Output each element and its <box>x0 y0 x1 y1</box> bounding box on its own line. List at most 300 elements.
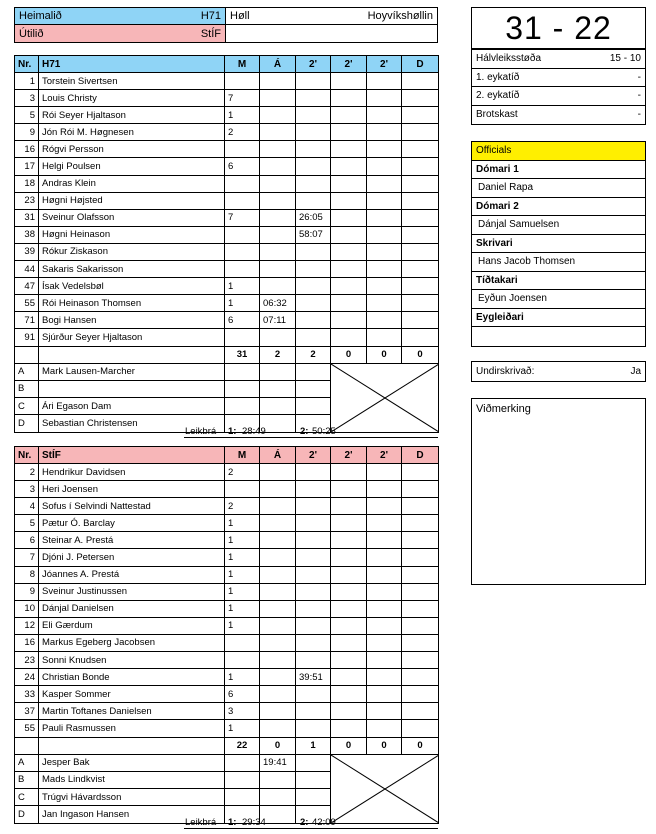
away-roster-table <box>14 446 439 824</box>
player-number: 1 <box>15 73 39 90</box>
col-disqualification-header: D <box>402 447 439 464</box>
player-name: Sonni Knudsen <box>39 652 225 669</box>
player-disqualification <box>402 141 439 158</box>
player-row <box>15 549 439 566</box>
timeout-1-label: 1: <box>228 817 237 828</box>
player-suspension-3 <box>367 73 402 90</box>
player-row <box>15 464 439 481</box>
player-disqualification <box>402 515 439 532</box>
player-suspension-2 <box>331 175 367 192</box>
player-number: 3 <box>15 90 39 107</box>
player-warning <box>260 124 296 141</box>
col-warning-header: Á <box>260 447 296 464</box>
officials-title: Officials <box>472 142 645 161</box>
timeout-1-label: 1: <box>228 426 237 437</box>
player-suspension-3 <box>367 90 402 107</box>
summary-label: Hálvleiksstøða <box>476 53 542 65</box>
player-row <box>15 532 439 549</box>
total-t2: 0 <box>331 737 367 754</box>
staff-cross-box <box>331 363 439 432</box>
staff-suspension <box>296 789 331 806</box>
staff-suspension <box>296 398 331 415</box>
player-number: 47 <box>15 278 39 295</box>
player-number: 39 <box>15 243 39 260</box>
timeout-1-value: 29:34 <box>242 817 266 828</box>
player-suspension-3 <box>367 703 402 720</box>
player-suspension-3 <box>367 243 402 260</box>
player-row <box>15 107 439 124</box>
player-number: 71 <box>15 312 39 329</box>
summary-row <box>472 106 645 125</box>
player-suspension-2 <box>331 481 367 498</box>
timeout-2-value: 50:25 <box>312 426 336 437</box>
timeout-2-label: 2: <box>300 426 309 437</box>
player-suspension-2 <box>331 703 367 720</box>
player-warning <box>260 652 296 669</box>
player-number: 55 <box>15 295 39 312</box>
player-name: Sveinur Olafsson <box>39 209 225 226</box>
player-goals <box>225 652 260 669</box>
player-disqualification <box>402 481 439 498</box>
player-suspension-3 <box>367 566 402 583</box>
player-number: 24 <box>15 669 39 686</box>
player-goals: 1 <box>225 566 260 583</box>
player-row <box>15 498 439 515</box>
staff-goals-empty <box>225 363 260 380</box>
player-goals <box>225 73 260 90</box>
player-suspension-3 <box>367 295 402 312</box>
staff-suspension <box>296 363 331 380</box>
player-name: Dánjal Danielsen <box>39 600 225 617</box>
home-roster-table <box>14 55 439 433</box>
player-warning: 06:32 <box>260 295 296 312</box>
player-goals <box>225 243 260 260</box>
player-disqualification <box>402 124 439 141</box>
player-disqualification <box>402 669 439 686</box>
player-disqualification <box>402 498 439 515</box>
official-role: Dómari 1 <box>472 161 645 180</box>
summary-row <box>472 69 645 88</box>
player-row <box>15 652 439 669</box>
official-role: Skrivari <box>472 235 645 254</box>
player-suspension-3 <box>367 141 402 158</box>
player-name: Steinar A. Prestá <box>39 532 225 549</box>
player-row <box>15 209 439 226</box>
player-suspension-3 <box>367 600 402 617</box>
official-name <box>472 327 645 346</box>
player-name: Rógvi Persson <box>39 141 225 158</box>
player-warning: 07:11 <box>260 312 296 329</box>
totals-spacer <box>39 346 225 363</box>
player-number: 23 <box>15 192 39 209</box>
player-suspension-2 <box>331 583 367 600</box>
player-name: Høgni Højsted <box>39 192 225 209</box>
player-suspension-3 <box>367 464 402 481</box>
player-name: Pætur Ó. Barclay <box>39 515 225 532</box>
player-warning <box>260 617 296 634</box>
total-m: 31 <box>225 346 260 363</box>
player-goals: 1 <box>225 617 260 634</box>
player-suspension-1 <box>296 652 331 669</box>
player-suspension-1 <box>296 549 331 566</box>
player-goals: 2 <box>225 498 260 515</box>
player-row <box>15 617 439 634</box>
player-disqualification <box>402 600 439 617</box>
totals-spacer <box>39 737 225 754</box>
player-number: 16 <box>15 634 39 651</box>
staff-name: Mads Lindkvist <box>39 771 225 788</box>
player-suspension-2 <box>331 566 367 583</box>
staff-warning <box>260 398 296 415</box>
signature-value: Ja <box>630 365 641 377</box>
player-number: 10 <box>15 600 39 617</box>
player-goals: 1 <box>225 532 260 549</box>
player-suspension-1 <box>296 498 331 515</box>
player-suspension-3 <box>367 107 402 124</box>
staff-warning <box>260 789 296 806</box>
player-row <box>15 634 439 651</box>
player-suspension-1 <box>296 312 331 329</box>
player-row <box>15 261 439 278</box>
player-row <box>15 686 439 703</box>
player-goals: 3 <box>225 703 260 720</box>
player-suspension-3 <box>367 226 402 243</box>
player-goals <box>225 175 260 192</box>
player-goals <box>225 192 260 209</box>
summary-value: 15 - 10 <box>609 53 641 65</box>
summary-row <box>472 87 645 106</box>
staff-letter: A <box>15 363 39 380</box>
player-suspension-1 <box>296 464 331 481</box>
player-row <box>15 175 439 192</box>
player-suspension-1 <box>296 107 331 124</box>
player-row <box>15 90 439 107</box>
player-goals: 1 <box>225 515 260 532</box>
col-suspension-3-header: 2' <box>367 56 402 73</box>
player-name: Heri Joensen <box>39 481 225 498</box>
total-t1: 1 <box>296 737 331 754</box>
player-suspension-2 <box>331 669 367 686</box>
totals-spacer <box>15 737 39 754</box>
player-row <box>15 243 439 260</box>
staff-warning <box>260 363 296 380</box>
official-name: Hans Jacob Thomsen <box>472 253 645 272</box>
staff-cross-box <box>331 754 439 823</box>
player-name: Pauli Rasmussen <box>39 720 225 737</box>
player-warning <box>260 107 296 124</box>
player-suspension-2 <box>331 312 367 329</box>
player-number: 2 <box>15 464 39 481</box>
signature-box <box>471 361 646 382</box>
player-goals <box>225 634 260 651</box>
venue-cell <box>226 8 437 24</box>
player-suspension-2 <box>331 158 367 175</box>
player-row <box>15 515 439 532</box>
player-warning <box>260 158 296 175</box>
staff-letter: D <box>15 806 39 823</box>
player-warning <box>260 175 296 192</box>
player-number: 55 <box>15 720 39 737</box>
match-header <box>14 7 438 43</box>
player-disqualification <box>402 634 439 651</box>
staff-name <box>39 380 225 397</box>
player-suspension-1: 58:07 <box>296 226 331 243</box>
player-suspension-1 <box>296 243 331 260</box>
player-number: 5 <box>15 515 39 532</box>
player-suspension-1 <box>296 329 331 346</box>
summary-label: 1. eykatíð <box>476 71 520 83</box>
total-d: 0 <box>402 346 439 363</box>
player-number: 3 <box>15 481 39 498</box>
staff-goals-empty <box>225 789 260 806</box>
player-suspension-2 <box>331 278 367 295</box>
player-suspension-1 <box>296 720 331 737</box>
player-suspension-1 <box>296 532 331 549</box>
player-name: Christian Bonde <box>39 669 225 686</box>
staff-letter: B <box>15 771 39 788</box>
timeout-label: Leikbrá <box>185 817 217 828</box>
player-warning <box>260 515 296 532</box>
total-a: 2 <box>260 346 296 363</box>
player-row <box>15 703 439 720</box>
player-suspension-2 <box>331 498 367 515</box>
player-number: 7 <box>15 549 39 566</box>
player-suspension-3 <box>367 124 402 141</box>
player-row <box>15 158 439 175</box>
player-goals: 1 <box>225 669 260 686</box>
totals-row <box>15 737 439 754</box>
player-goals: 7 <box>225 90 260 107</box>
staff-goals-empty <box>225 771 260 788</box>
player-disqualification <box>402 243 439 260</box>
staff-letter: C <box>15 789 39 806</box>
player-name: Rókur Ziskason <box>39 243 225 260</box>
player-suspension-2 <box>331 464 367 481</box>
player-name: Jón Rói M. Høgnesen <box>39 124 225 141</box>
totals-row <box>15 346 439 363</box>
player-suspension-3 <box>367 617 402 634</box>
player-goals: 1 <box>225 720 260 737</box>
venue-value: Hoyvíkshøllin <box>367 10 433 22</box>
player-disqualification <box>402 226 439 243</box>
player-number: 33 <box>15 686 39 703</box>
staff-goals-empty <box>225 398 260 415</box>
player-number: 6 <box>15 532 39 549</box>
player-suspension-1 <box>296 686 331 703</box>
player-name: Høgni Heinason <box>39 226 225 243</box>
player-warning <box>260 226 296 243</box>
player-suspension-3 <box>367 669 402 686</box>
player-suspension-3 <box>367 549 402 566</box>
player-name: Andras Klein <box>39 175 225 192</box>
player-row <box>15 583 439 600</box>
player-goals: 6 <box>225 312 260 329</box>
staff-suspension <box>296 754 331 771</box>
player-disqualification <box>402 209 439 226</box>
player-warning <box>260 329 296 346</box>
player-suspension-2 <box>331 226 367 243</box>
player-suspension-2 <box>331 549 367 566</box>
player-suspension-3 <box>367 583 402 600</box>
official-name: Eyðun Joensen <box>472 290 645 309</box>
player-goals: 6 <box>225 158 260 175</box>
player-suspension-3 <box>367 481 402 498</box>
staff-name: Mark Lausen-Marcher <box>39 363 225 380</box>
player-row <box>15 329 439 346</box>
player-name: Djóni J. Petersen <box>39 549 225 566</box>
player-suspension-1 <box>296 703 331 720</box>
player-suspension-2 <box>331 141 367 158</box>
player-disqualification <box>402 686 439 703</box>
summary-label: 2. eykatíð <box>476 90 520 102</box>
player-suspension-2 <box>331 329 367 346</box>
player-warning <box>260 583 296 600</box>
player-disqualification <box>402 703 439 720</box>
remark-label: Viðmerking <box>476 403 531 415</box>
player-suspension-1 <box>296 295 331 312</box>
player-disqualification <box>402 90 439 107</box>
player-goals: 1 <box>225 278 260 295</box>
player-row <box>15 669 439 686</box>
total-t3: 0 <box>367 737 402 754</box>
player-row <box>15 226 439 243</box>
staff-warning <box>260 380 296 397</box>
timeout-1-value: 28:49 <box>242 426 266 437</box>
player-number: 5 <box>15 107 39 124</box>
player-goals <box>225 329 260 346</box>
player-suspension-3 <box>367 498 402 515</box>
officials-box <box>471 141 646 347</box>
player-number: 9 <box>15 583 39 600</box>
player-suspension-2 <box>331 73 367 90</box>
empty-header-cell <box>226 25 437 42</box>
staff-name: Sebastian Christensen <box>39 415 225 432</box>
player-row <box>15 600 439 617</box>
player-suspension-1 <box>296 600 331 617</box>
player-number: 91 <box>15 329 39 346</box>
home-label: Heimalið <box>19 10 62 22</box>
player-name: Jóannes A. Prestá <box>39 566 225 583</box>
player-suspension-3 <box>367 720 402 737</box>
player-suspension-1 <box>296 481 331 498</box>
player-disqualification <box>402 158 439 175</box>
player-suspension-2 <box>331 532 367 549</box>
official-role: Eygleiðari <box>472 309 645 328</box>
player-suspension-2 <box>331 720 367 737</box>
player-goals: 2 <box>225 124 260 141</box>
player-disqualification <box>402 295 439 312</box>
signature-label: Undirskrivað: <box>476 365 535 377</box>
staff-letter: C <box>15 398 39 415</box>
staff-letter: D <box>15 415 39 432</box>
player-disqualification <box>402 312 439 329</box>
player-name: Rói Heinason Thomsen <box>39 295 225 312</box>
player-suspension-3 <box>367 192 402 209</box>
home-timeouts <box>14 424 438 438</box>
player-warning <box>260 498 296 515</box>
player-name: Kasper Sommer <box>39 686 225 703</box>
col-nr-header: Nr. <box>15 447 39 464</box>
player-number: 16 <box>15 141 39 158</box>
player-suspension-1 <box>296 566 331 583</box>
player-suspension-2 <box>331 107 367 124</box>
venue-label: Høll <box>230 10 250 22</box>
player-warning <box>260 549 296 566</box>
player-name: Sakaris Sakarisson <box>39 261 225 278</box>
player-warning <box>260 669 296 686</box>
staff-name: Ári Egason Dam <box>39 398 225 415</box>
signature-row <box>472 362 645 381</box>
away-label: Útilið <box>19 27 44 40</box>
staff-suspension <box>296 771 331 788</box>
player-goals: 6 <box>225 686 260 703</box>
col-suspension-2-header: 2' <box>331 56 367 73</box>
player-goals: 1 <box>225 549 260 566</box>
player-row <box>15 481 439 498</box>
player-disqualification <box>402 583 439 600</box>
summary-row <box>472 50 645 69</box>
player-warning <box>260 243 296 260</box>
player-row <box>15 192 439 209</box>
player-goals <box>225 481 260 498</box>
final-score: 31 - 22 <box>471 7 646 49</box>
player-goals: 1 <box>225 600 260 617</box>
player-suspension-1 <box>296 124 331 141</box>
player-suspension-1 <box>296 158 331 175</box>
player-disqualification <box>402 549 439 566</box>
player-name: Sofus í Selvindi Nattestad <box>39 498 225 515</box>
totals-spacer <box>15 346 39 363</box>
summary-value: - <box>637 71 641 83</box>
col-warning-header: Á <box>260 56 296 73</box>
player-suspension-1: 26:05 <box>296 209 331 226</box>
col-suspension-3-header: 2' <box>367 447 402 464</box>
col-goals-header: M <box>225 56 260 73</box>
official-role: Dómari 2 <box>472 198 645 217</box>
player-number: 9 <box>15 124 39 141</box>
player-suspension-2 <box>331 192 367 209</box>
official-name: Dánjal Samuelsen <box>472 216 645 235</box>
player-suspension-3 <box>367 652 402 669</box>
player-name: Markus Egeberg Jacobsen <box>39 634 225 651</box>
player-suspension-3 <box>367 515 402 532</box>
player-row <box>15 295 439 312</box>
staff-goals-empty <box>225 380 260 397</box>
player-warning <box>260 278 296 295</box>
summary-box <box>471 49 646 125</box>
player-warning <box>260 686 296 703</box>
player-number: 38 <box>15 226 39 243</box>
staff-name: Jesper Bak <box>39 754 225 771</box>
player-goals <box>225 261 260 278</box>
player-number: 17 <box>15 158 39 175</box>
team-name-header: StÍF <box>39 447 225 464</box>
player-suspension-3 <box>367 312 402 329</box>
player-suspension-2 <box>331 295 367 312</box>
player-name: Hendrikur Davidsen <box>39 464 225 481</box>
player-goals: 1 <box>225 107 260 124</box>
player-suspension-1 <box>296 175 331 192</box>
player-number: 23 <box>15 652 39 669</box>
total-m: 22 <box>225 737 260 754</box>
player-warning <box>260 481 296 498</box>
summary-value: - <box>637 109 641 121</box>
roster-header-row <box>15 56 439 73</box>
player-name: Louis Christy <box>39 90 225 107</box>
cross-mark-icon <box>331 364 439 432</box>
player-warning <box>260 90 296 107</box>
player-warning <box>260 192 296 209</box>
